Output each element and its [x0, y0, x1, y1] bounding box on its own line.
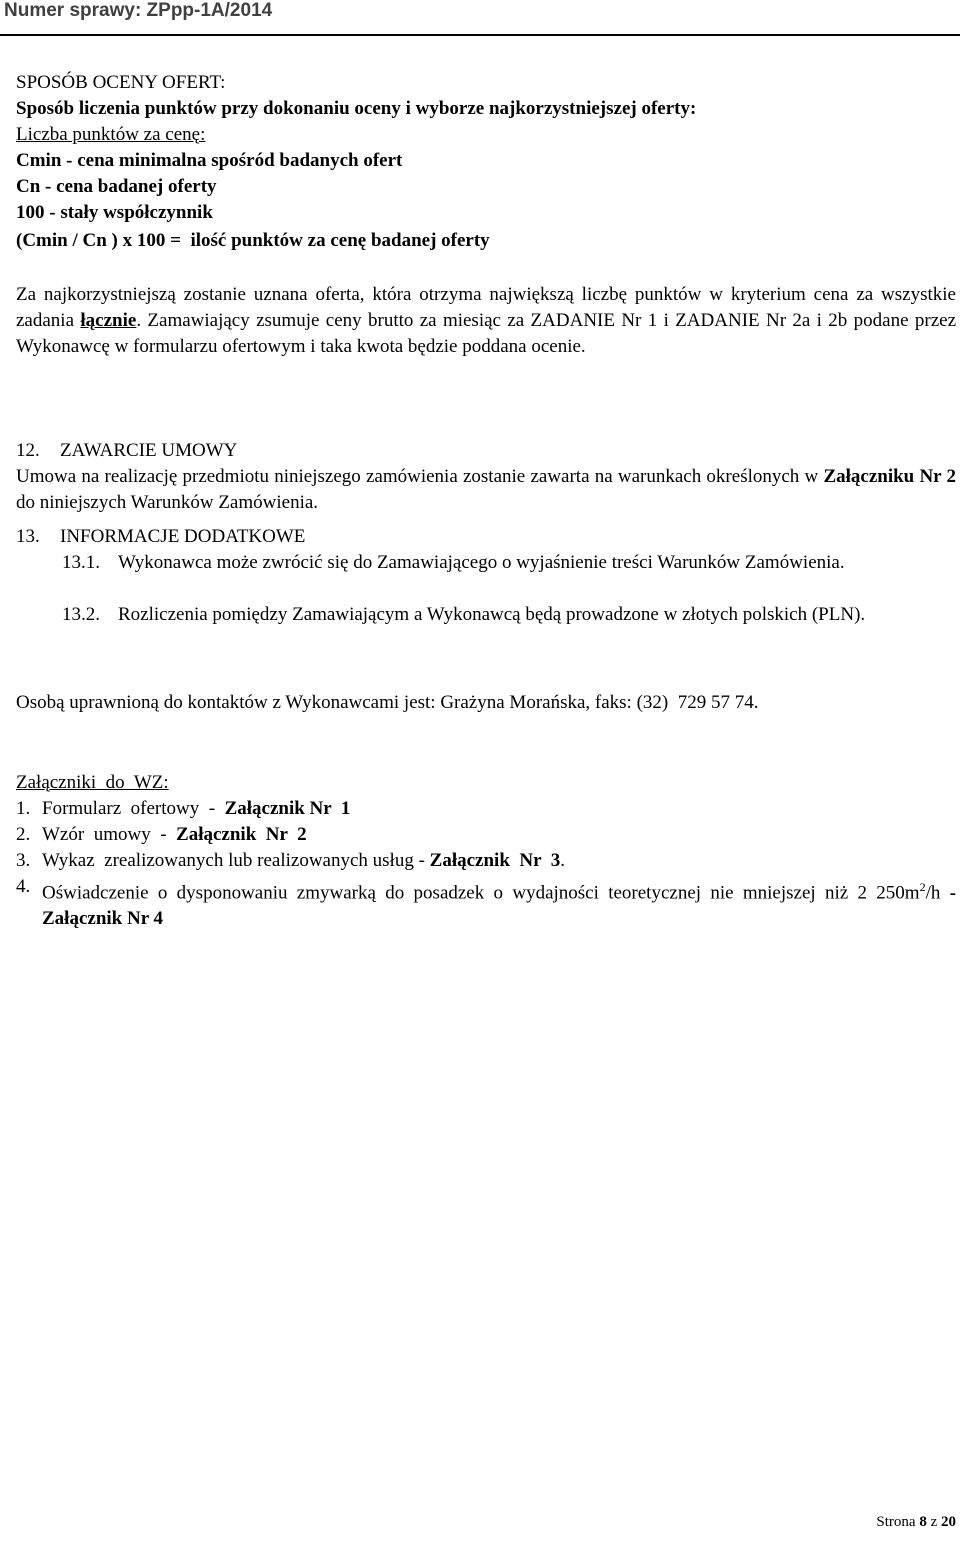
section-13-item-2-text: Rozliczenia pomiędzy Zamawiającym a Wykonawcą będą prowadzone w złotych polskich (PLN).: [118, 604, 866, 625]
attachment-4-superscript: 2: [919, 880, 926, 894]
case-number: Numer sprawy: ZPpp-1A/2014: [4, 0, 273, 21]
cn-definition: Cn - cena badanej oferty: [16, 176, 217, 197]
section-13-item-1-number: 13.1.: [62, 552, 100, 573]
scoring-paragraph-part1: Za najkorzystniejszą zostanie uznana oferta, która otrzyma największą liczbę punktów w kryterium cena za wszystkie zadania: [16, 284, 956, 331]
attachment-reference: Załącznik Nr 2: [176, 824, 307, 845]
attachment-reference: - Załącznik Nr 4: [42, 882, 956, 930]
section-12-heading: [16, 438, 237, 464]
coefficient-definition: 100 - stały współczynnik: [16, 202, 213, 223]
attachments-heading: Załączniki do WZ:: [16, 772, 169, 793]
attachment-reference: Załącznik Nr 1: [224, 798, 351, 819]
attachment-number: 4.: [16, 876, 31, 897]
scoring-paragraph-emphasis: łącznie: [80, 310, 137, 331]
page-label: Strona: [876, 1514, 920, 1530]
attachment-tail: .: [560, 850, 565, 871]
section-13-title: INFORMACJE DODATKOWE: [60, 526, 306, 547]
scoring-paragraph: [16, 282, 956, 360]
attachment-4-text-part1: Oświadczenie o dysponowaniu zmywarką do posadzek o wydajności teoretycznej nie mniejszej niż 2 250m: [42, 882, 920, 904]
section-12-text-emphasis: Załączniku Nr 2: [823, 466, 956, 487]
page-header: [0, 0, 960, 36]
attachment-text: Wykaz zrealizowanych lub realizowanych usług -: [42, 850, 430, 871]
page-of: z: [926, 1514, 941, 1530]
page-total: 20: [941, 1514, 956, 1530]
section-12-number: 12.: [16, 440, 40, 461]
attachment-number: 3.: [16, 850, 31, 871]
page-number: 8: [919, 1514, 927, 1530]
section-13-item-2: [62, 602, 956, 628]
attachment-item: [16, 822, 956, 848]
header-divider: [0, 34, 960, 36]
attachment-number: 2.: [16, 824, 31, 845]
scoring-formula: (Cmin / Cn ) x 100 = ilość punktów za cenę badanej oferty: [16, 230, 490, 251]
attachments-list: [16, 796, 956, 932]
attachment-number: 1.: [16, 798, 31, 819]
price-points-label: Liczba punktów za cenę:: [16, 124, 206, 145]
scoring-heading: SPOSÓB OCENY OFERT:: [16, 72, 226, 93]
section-13-item-1-text: Wykonawca może zwrócić się do Zamawiającego o wyjaśnienie treści Warunków Zamówienia.: [118, 552, 845, 573]
attachment-item: [16, 796, 956, 822]
cmin-definition: Cmin - cena minimalna spośród badanych ofert: [16, 150, 403, 171]
attachment-reference: Załącznik Nr 3: [429, 850, 561, 871]
section-12-text-part1: Umowa na realizację przedmiotu niniejszego zamówienia zostanie zawarta na warunkach określonych w: [16, 466, 824, 487]
scoring-paragraph-part2: . Zamawiający zsumuje ceny brutto za miesiąc za ZADANIE Nr 1 i ZADANIE Nr 2a i 2b podane przez Wykonawcę w formularzu ofertowym i taka kwota będzie poddana ocenie.: [16, 310, 957, 357]
section-13-heading: [16, 524, 305, 550]
attachment-text: Wzór umowy -: [42, 824, 177, 845]
attachment-item-4: [16, 874, 956, 932]
section-12-text-part2: do niniejszych Warunków Zamówienia.: [16, 492, 319, 513]
section-13-item-2-number: 13.2.: [62, 604, 100, 625]
attachment-item: [16, 848, 956, 874]
section-13-number: 13.: [16, 526, 40, 547]
section-12-text: [16, 464, 956, 516]
attachment-4-text: [16, 874, 956, 932]
section-13-item-1: [62, 550, 956, 576]
section-12-title: ZAWARCIE UMOWY: [60, 440, 238, 461]
contact-person: Osobą uprawnioną do kontaktów z Wykonawcami jest: Grażyna Morańska, faks: (32) 729 57 74.: [16, 692, 759, 713]
page-footer: [876, 1514, 956, 1531]
attachment-text: Formularz ofertowy -: [42, 798, 225, 819]
scoring-subheading: Sposób liczenia punktów przy dokonaniu oceny i wyborze najkorzystniejszej oferty:: [16, 98, 697, 119]
attachment-4-text-part2: /h: [925, 882, 950, 904]
